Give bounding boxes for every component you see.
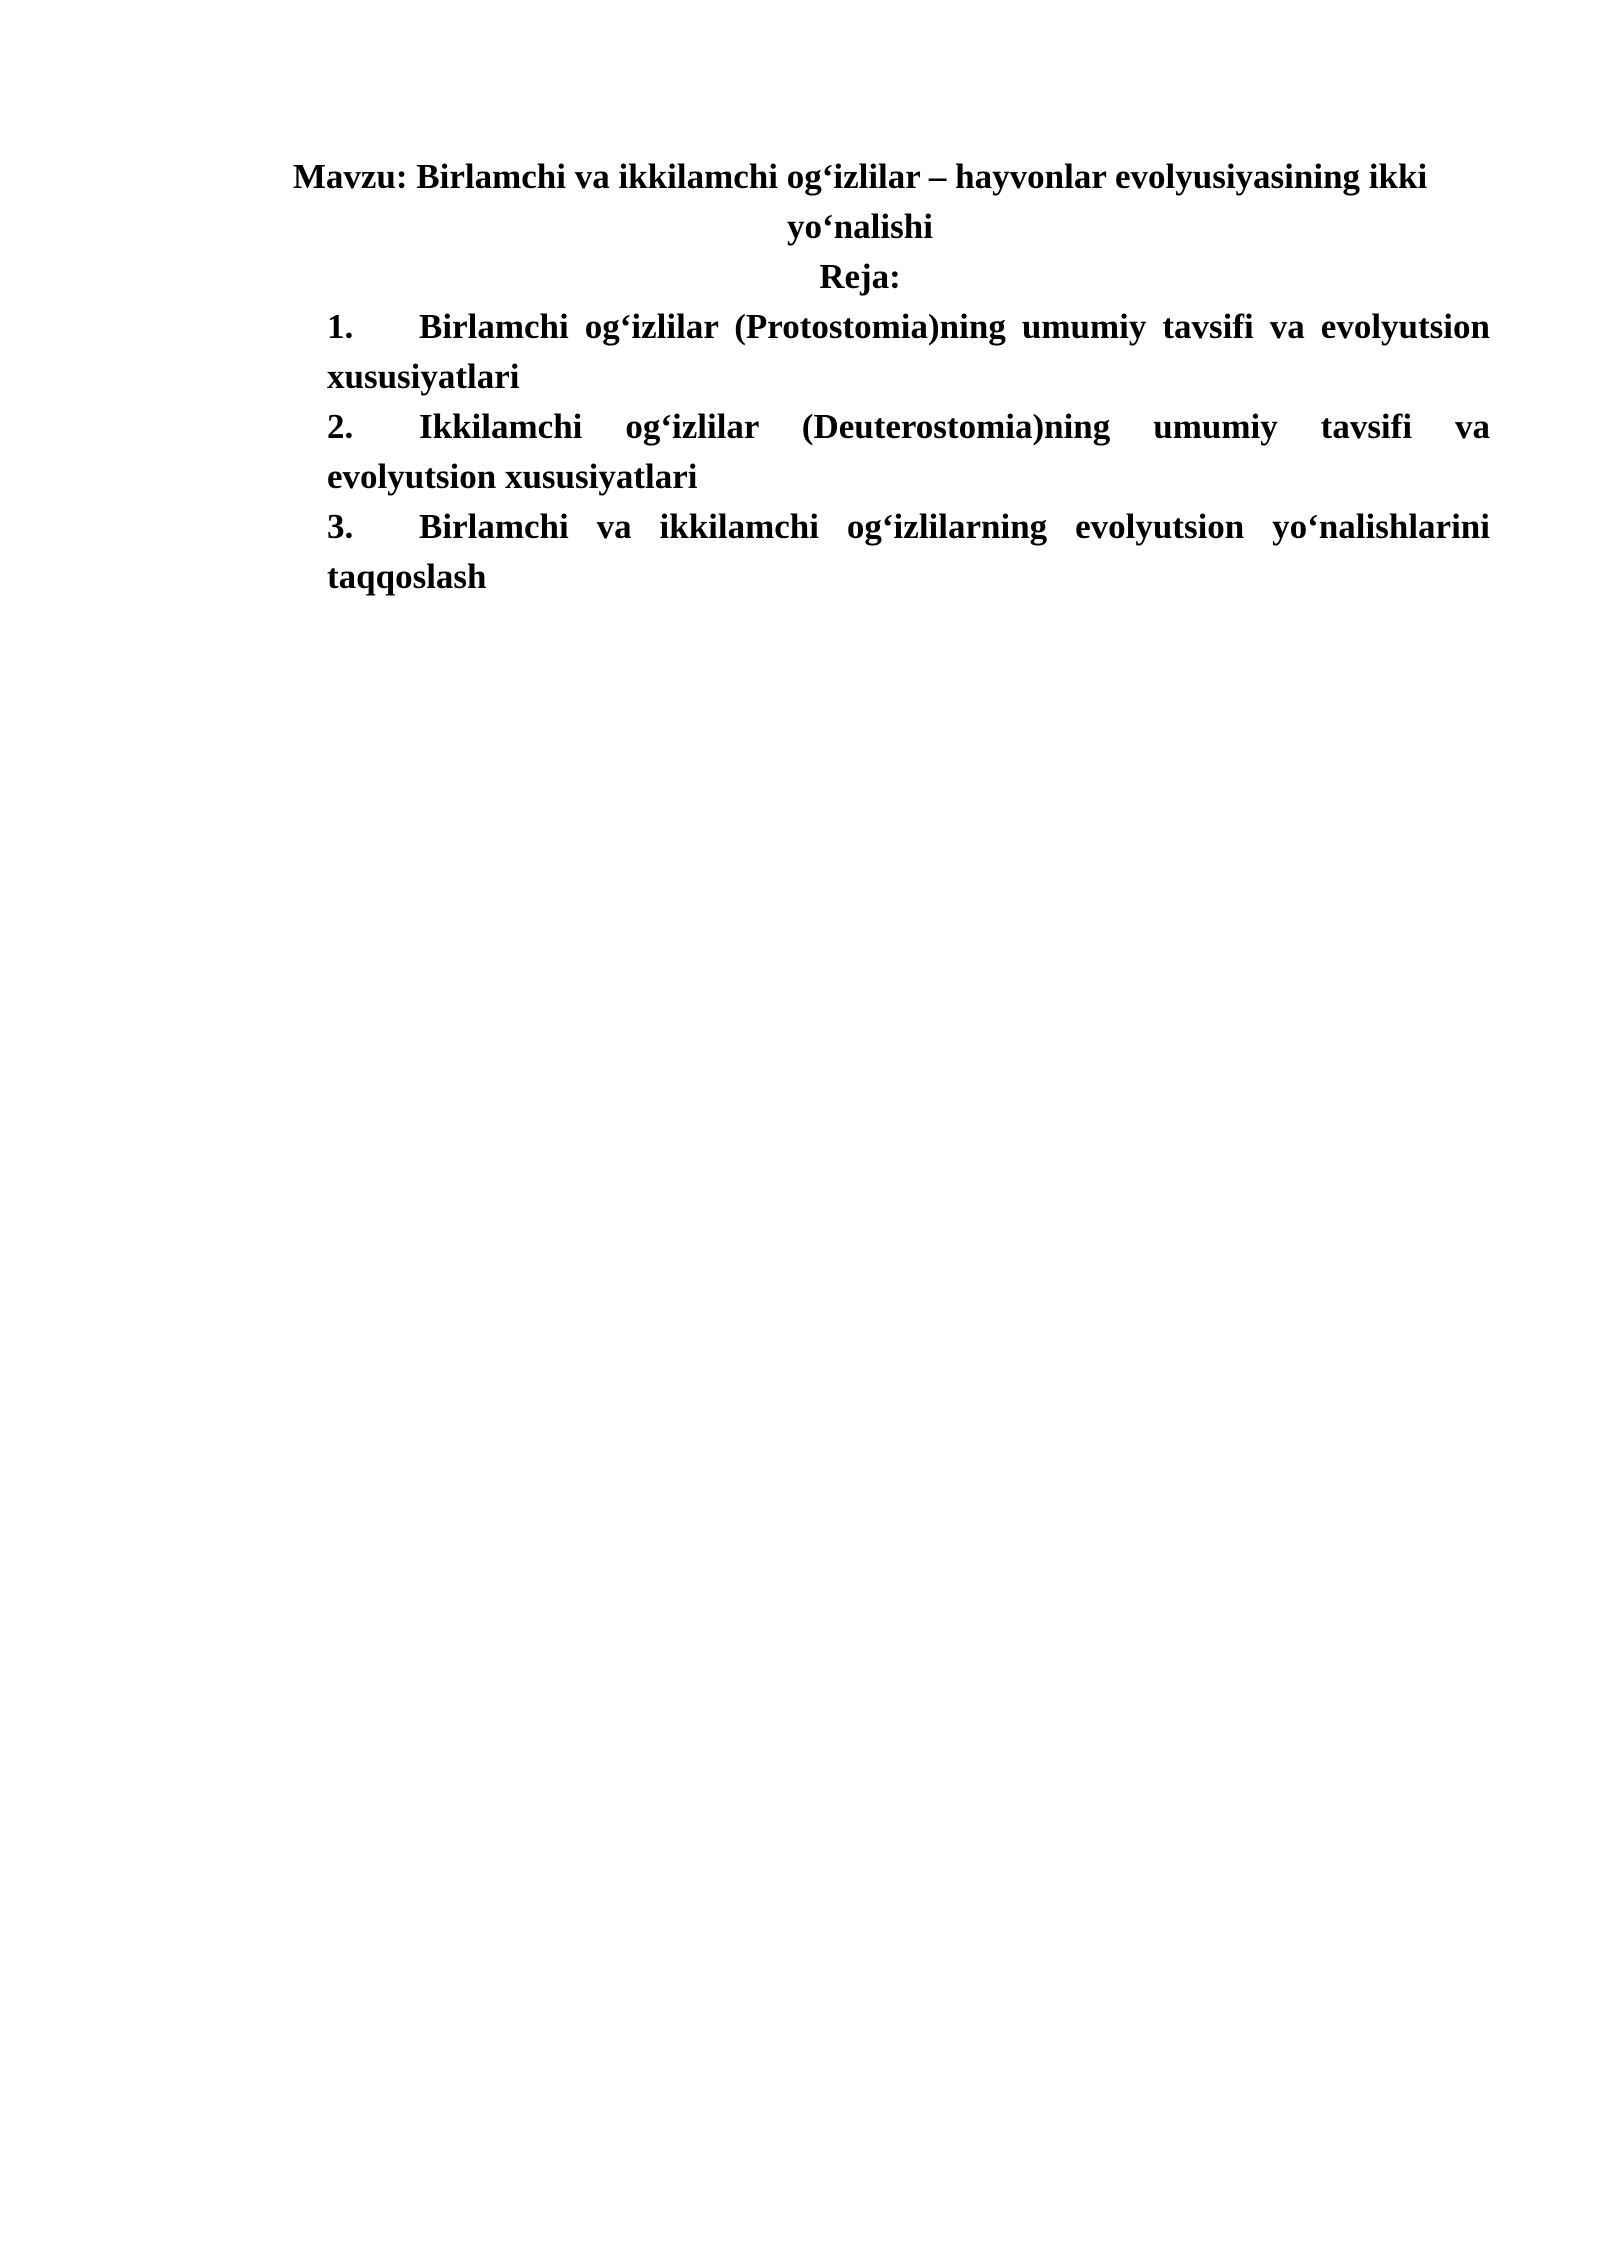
- plan-list: [327, 302, 1490, 602]
- document-title: Mavzu: Birlamchi va ikkilamchi og‘izlilar – hayvonlar evolyusiyasining ikki yo‘nalishi: [292, 157, 1428, 246]
- plan-heading: Reja:: [819, 257, 901, 296]
- plan-item-1: [327, 302, 1490, 402]
- plan-item-2: [327, 402, 1490, 502]
- plan-item-number: 2.: [327, 407, 354, 446]
- plan-item-text: Birlamchi og‘izlilar (Protostomia)ning umumiy tavsifi va evolyutsion xususiyatlari: [327, 307, 1490, 396]
- plan-item-number: 3.: [327, 507, 354, 546]
- plan-item-text: Ikkilamchi og‘izlilar (Deuterostomia)ning umumiy tavsifi va evolyutsion xususiyatlari: [327, 407, 1490, 496]
- plan-item-text: Birlamchi va ikkilamchi og‘izlilarning evolyutsion yo‘nalishlarini taqqoslash: [327, 507, 1490, 596]
- plan-item-number: 1.: [327, 307, 354, 346]
- plan-item-3: [327, 502, 1490, 602]
